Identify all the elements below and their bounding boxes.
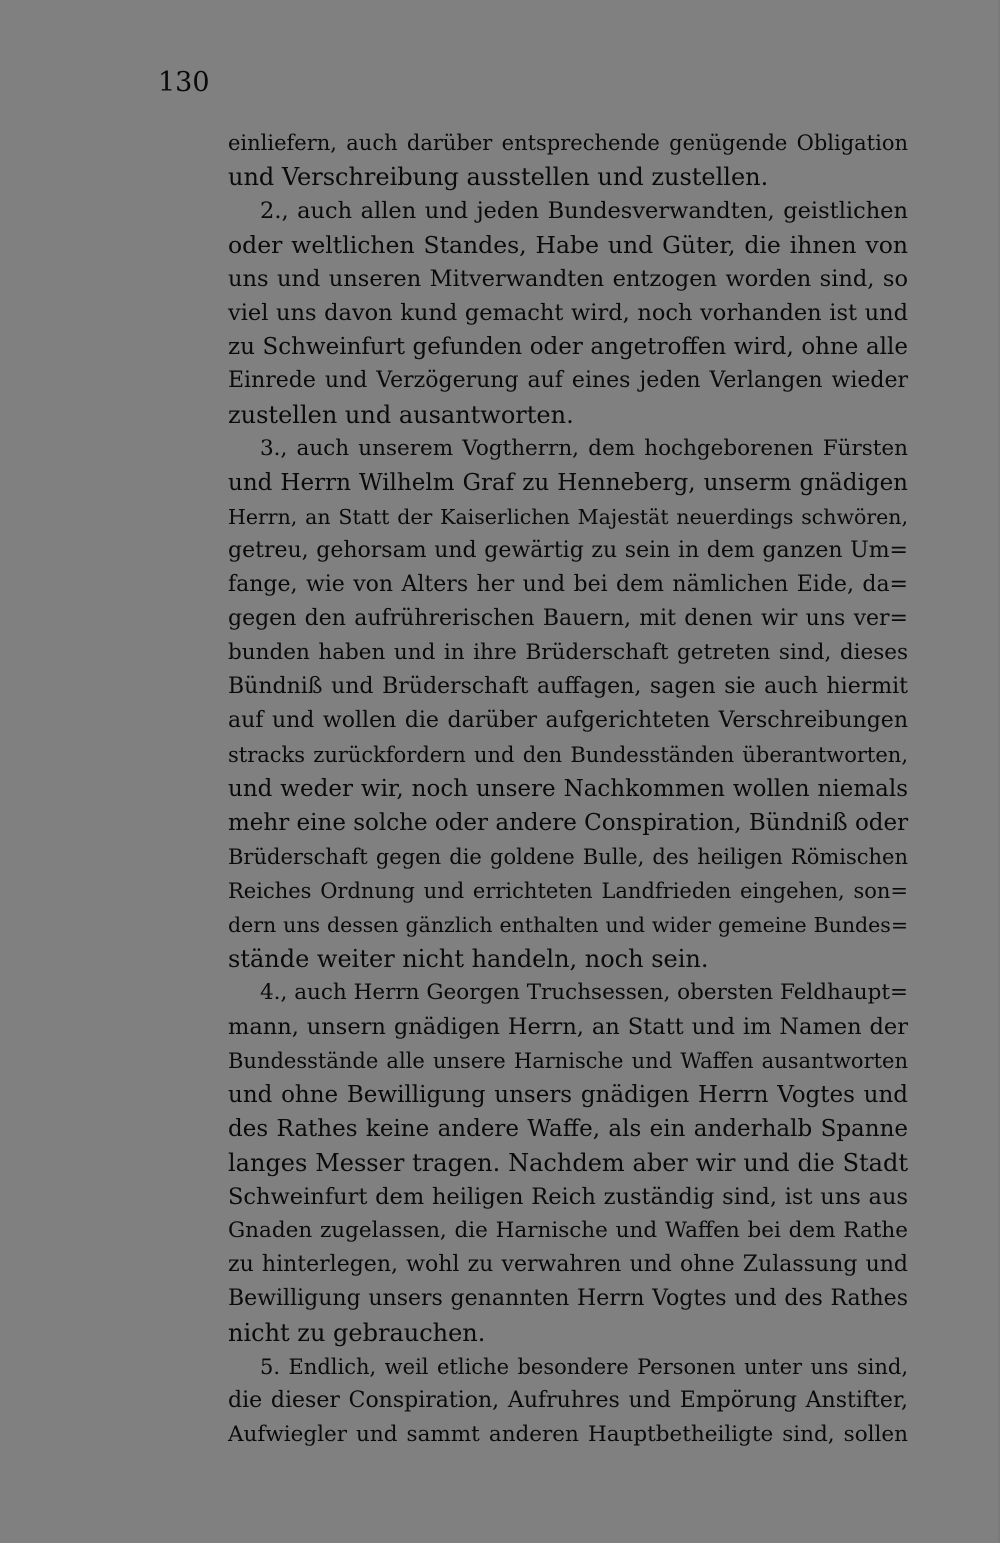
text-line: stände weiter nicht handeln, noch sein. xyxy=(228,945,709,973)
text-line: die dieser Conspiration, Aufruhres und Empörung Anstifter, xyxy=(228,1388,908,1413)
text-line: Gnaden zugelassen, die Harnische und Waffen bei dem Rathe xyxy=(228,1218,908,1243)
text-line: 3., auch unserem Vogtherrn, dem hochgeborenen Fürsten xyxy=(260,436,908,461)
text-line: nicht zu gebrauchen. xyxy=(228,1319,486,1347)
text-line: Einrede und Verzögerung auf eines jeden Verlangen wieder xyxy=(228,368,908,393)
text-line: und weder wir, noch unsere Nachkommen wollen niemals xyxy=(228,776,908,802)
text-line: langes Messer tragen. Nachdem aber wir und die Stadt xyxy=(228,1149,908,1177)
text-line: auf und wollen die darüber aufgerichteten Verschreibungen xyxy=(228,708,908,733)
text-line: bunden haben und in ihre Brüderschaft getreten sind, dieses xyxy=(228,640,908,665)
text-line: oder weltlichen Standes, Habe und Güter, die ihnen von xyxy=(228,231,908,259)
text-line: viel uns davon kund gemacht wird, noch vorhanden ist und xyxy=(228,300,908,326)
text-line: stracks zurückfordern und den Bundesständen überantworten, xyxy=(228,743,908,767)
text-line: getreu, gehorsam und gewärtig zu sein in dem ganzen Um= xyxy=(228,538,908,563)
text-line: Reiches Ordnung und errichteten Landfrieden eingehen, son= xyxy=(228,879,908,903)
text-line: 5. Endlich, weil etliche besondere Personen unter uns sind, xyxy=(260,1355,908,1379)
text-line: einliefern, auch darüber entsprechende genügende Obligation xyxy=(228,131,908,155)
text-line: und ohne Bewilligung unsers gnädigen Herrn Vogtes und xyxy=(228,1082,908,1108)
text-line: und Verschreibung ausstellen und zustellen. xyxy=(228,163,769,191)
text-line: 2., auch allen und jeden Bundesverwandten, geistlichen xyxy=(260,198,908,224)
text-line: dern uns dessen gänzlich enthalten und wider gemeine Bundes= xyxy=(228,913,908,937)
text-line: Bündniß und Brüderschaft auffagen, sagen sie auch hiermit xyxy=(228,674,908,699)
text-line: des Rathes keine andere Waffe, als ein anderhalb Spanne xyxy=(228,1116,908,1142)
text-line: Herrn, an Statt der Kaiserlichen Majestät neuerdings schwören, xyxy=(228,505,908,529)
text-line: gegen den aufrührerischen Bauern, mit denen wir uns ver= xyxy=(228,606,908,631)
text-line: Schweinfurt dem heiligen Reich zuständig sind, ist uns aus xyxy=(228,1184,908,1210)
text-line: zustellen und ausantworten. xyxy=(228,401,574,429)
text-line: mehr eine solche oder andere Conspiration, Bündniß oder xyxy=(228,810,909,836)
text-line: uns und unseren Mitverwandten entzogen worden sind, so xyxy=(228,266,908,292)
text-line: Aufwiegler und sammt anderen Hauptbetheiligte sind, sollen xyxy=(228,1422,908,1447)
page-number: 130 xyxy=(158,67,210,98)
body-text xyxy=(228,126,908,1452)
text-line: 4., auch Herrn Georgen Truchsessen, obersten Feldhaupt= xyxy=(260,980,908,1005)
text-line: Brüderschaft gegen die goldene Bulle, des heiligen Römischen xyxy=(228,845,908,869)
text-line: Bundesstände alle unsere Harnische und Waffen ausantworten xyxy=(228,1049,908,1073)
text-line: zu Schweinfurt gefunden oder angetroffen wird, ohne alle xyxy=(228,334,908,360)
text-line: mann, unsern gnädigen Herrn, an Statt und im Namen der xyxy=(228,1014,908,1040)
text-line: Bewilligung unsers genannten Herrn Vogtes und des Rathes xyxy=(228,1286,908,1311)
text-line: fange, wie von Alters her und bei dem nämlichen Eide, da= xyxy=(228,572,908,597)
text-line: und Herrn Wilhelm Graf zu Henneberg, unserm gnädigen xyxy=(228,470,908,496)
text-line: zu hinterlegen, wohl zu verwahren und ohne Zulassung und xyxy=(228,1252,908,1277)
